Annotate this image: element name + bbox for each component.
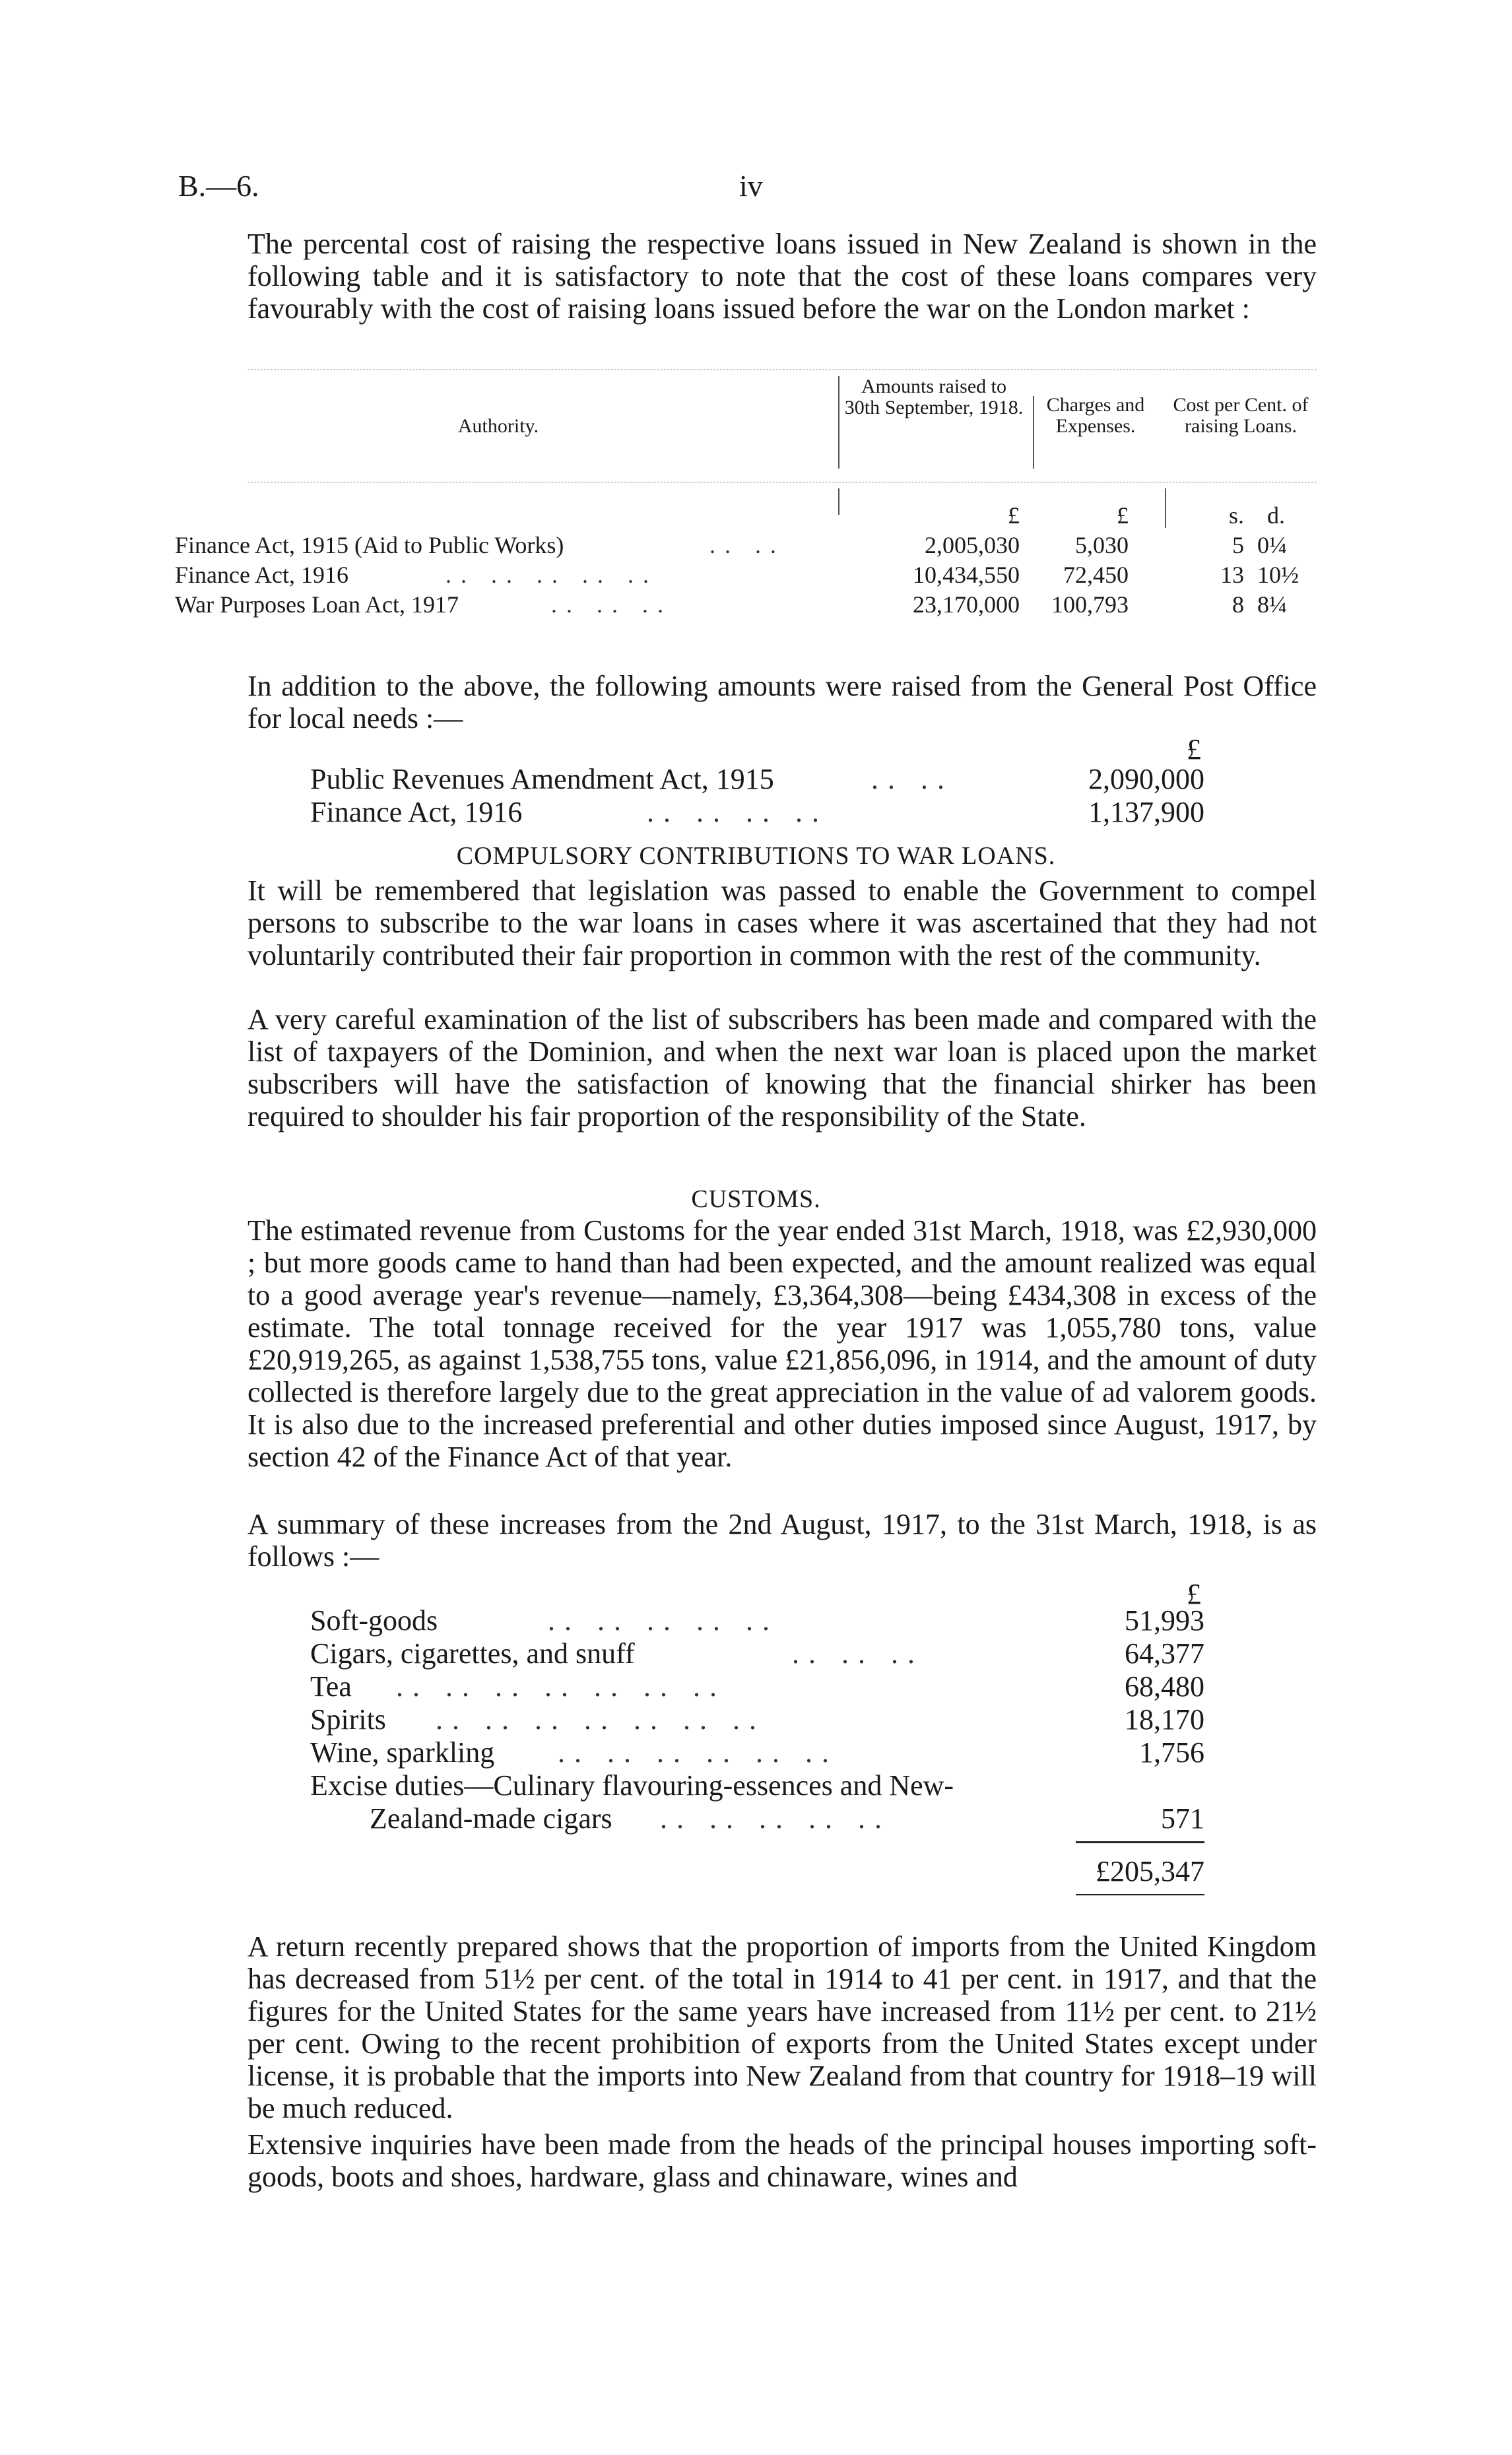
list-item: Spirits [310, 1703, 386, 1736]
section-heading-customs: CUSTOMS. [691, 1185, 821, 1213]
table-row-charges: 100,793 [1051, 591, 1129, 618]
page-reference: B.—6. [178, 169, 259, 203]
list-item: Excise duties—Culinary flavouring-essences and New- [310, 1769, 954, 1802]
list-item: Zealand-made cigars [370, 1802, 612, 1835]
list-item: Soft-goods [310, 1604, 438, 1637]
list-item: Wine, sparkling [310, 1736, 495, 1769]
list-item-amount: 571 [1161, 1802, 1204, 1835]
increase-total: £205,347 [1096, 1855, 1204, 1887]
section-heading-compulsory: COMPULSORY CONTRIBUTIONS TO WAR LOANS. [456, 842, 1056, 870]
table-row-amount: 23,170,000 [913, 591, 1020, 618]
table-row-shillings: 8 [1232, 591, 1244, 618]
table-row-shillings: 5 [1232, 532, 1244, 558]
table-row-authority: War Purposes Loan Act, 1917 [175, 591, 459, 618]
unit-pence: d. [1267, 502, 1285, 529]
table-row-pence: 0¼ [1257, 532, 1287, 558]
table-row-authority: Finance Act, 1915 (Aid to Public Works) [175, 532, 564, 558]
list-item-amount: 1,137,900 [1088, 796, 1204, 828]
unit-amounts: £ [1008, 502, 1020, 529]
gpo-paragraph: In addition to the above, the following amounts were raised from the General Post Office for local needs :— [247, 670, 1317, 735]
list-item: Tea [310, 1670, 352, 1703]
list-item-amount: 68,480 [1125, 1670, 1204, 1703]
col-header-authority: Authority. [457, 415, 539, 437]
document-page: B.—6. iv The percental cost of raising the respective loans issued in New Zealand is shown in the following table and it is satisfactory to note that the cost of these loans compares very favourably with the cost of raising loans issued before the war on the London market : Authority. Amounts raised to 30th September, 1918. Charges and Expenses. Cost per Cent. of raising Loans. £ £ s. d. Finance Act, 1915 (Aid to Public Works) .. .. 2,005,030 5,030 5 0¼ Finance Act, 1916 .. .. .. .. .. 10,434,550 72,450 13 10½ War Purposes Loan Act, 1917 .. .. .. 23,170,000 100,793 8 8¼ In addition to the above, the following amounts were raised from the General Post Office for local needs :— £ Public Revenues Amendment Act, 1915 .. .. 2,090,000 Finance Act, 1916 .. .. .. .. 1,137,900 COMPULSORY CONTRIBUTIONS TO WAR LOANS. It will be remembered that legislation was passed to enable the Government to compel persons to subscribe to the war loans in cases where it was ascertained that they had not voluntarily contributed their fair proportion in common with the rest of the community. A very careful examination of the list of subscribers has been made and compared with the list of taxpayers of the Dominion, and when the next war loan is placed upon the market subscribers will have the satisfaction of knowing that the financial shirker has been required to shoulder his fair proportion of the responsibility of the State. CUSTOMS. The estimated revenue from Customs for the year ended 31st March, 1918, was £2,930,000 ; but more goods came to hand than had been expected, and the amount realized was equal to a good average year's revenue—namely, £3,364,308—being £434,308 in excess of the estimate. The total tonnage received for the year 1917 was 1,055,780 tons, value £20,919,265, as against 1,538,755 tons, value £21,856,096, in 1914, and the amount of duty collected is therefore largely due to the great appreciation in the value of ad valorem goods. It is also due to the increased preferential and other duties imposed since August, 1917, by section 42 of the Finance Act of that year. A summary of these increases from the 2nd August, 1917, to the 31st March, 1918, is as follows :— £ Soft-goods .. .. .. .. .. 51,993 Cigars, cigarettes, and snuff .. .. .. 64,377 Tea .. .. .. .. .. .. .. 68,480 Spirits .. .. .. .. .. .. .. 18,170 Wine, sparkling .. .. .. .. .. .. 1,756 Excise duties—Culinary flavouring-essences and New- Zealand-made cigars .. .. .. .. .. 571 £205,347 A return recently prepared shows that the proportion of imports from the United Kingdom has decreased from 51½ per cent. of the total in 1914 to 41 per cent. in 1917, and that the figures for the United States for the same years have increased from 11½ per cent. to 21½ per cent. Owing to the recent prohibition of exports from the United States except under license, it is probable that the imports into New Zealand from that country for 1918–19 will be much reduced. Extensive inquiries have been made from the heads of the principal houses importing soft-goods, boots and shoes, hardware, glass and chinaware, wines and [0, 0, 1512, 2455]
customs-paragraph-1: The estimated revenue from Customs for the year ended 31st March, 1918, was £2,930,000 ; but more goods came to hand than had been expected, and the amount realized was equal to a good average year's revenue—namely, £3,364,308—being £434,308 in excess of the estimate. The total tonnage received for the year 1917 was 1,055,780 tons, value £20,919,265, as against 1,538,755 tons, value £21,856,096, in 1914, and the amount of duty collected is therefore largely due to the great appreciation in the value of ad valorem goods. It is also due to the increased preferential and other duties imposed since August, 1917, by section 42 of the Finance Act of that year. [247, 1214, 1317, 1473]
list-item-amount: 64,377 [1125, 1637, 1204, 1670]
table-row-pence: 10½ [1257, 562, 1299, 588]
list-item-amount: 1,756 [1139, 1736, 1204, 1769]
imports-paragraph: A return recently prepared shows that the proportion of imports from the United Kingdom has decreased from 51½ per cent. of the total in 1914 to 41 per cent. in 1917, and that the figures for the United States for the same years have increased from 11½ per cent. to 21½ per cent. Owing to the recent prohibition of exports from the United States except under license, it is probable that the imports into New Zealand from that country for 1918–19 will be much reduced. [247, 1930, 1317, 2124]
page-number: iv [739, 169, 763, 203]
table-row-authority: Finance Act, 1916 [175, 562, 348, 588]
col-header-amounts: Amounts raised to 30th September, 1918. [844, 376, 1024, 418]
compulsory-paragraph-1: It will be remembered that legislation was passed to enable the Government to compel persons to subscribe to the war loans in cases where it was ascertained that they had not voluntarily contributed their fair proportion in common with the rest of the community. [247, 874, 1317, 971]
table-row-shillings: 13 [1220, 562, 1244, 588]
unit-shillings: s. [1228, 502, 1244, 529]
inquiries-paragraph: Extensive inquiries have been made from the heads of the principal houses importing soft-goods, boots and shoes, hardware, glass and chinaware, wines and [247, 2128, 1317, 2193]
table-row-amount: 10,434,550 [913, 562, 1020, 588]
col-header-cost: Cost per Cent. of raising Loans. [1173, 394, 1309, 437]
unit-charges: £ [1117, 502, 1129, 529]
customs-paragraph-2: A summary of these increases from the 2nd August, 1917, to the 31st March, 1918, is as follows :— [247, 1508, 1317, 1573]
compulsory-paragraph-2: A very careful examination of the list of subscribers has been made and compared with the list of taxpayers of the Dominion, and when the next war loan is placed upon the market subscribers will have the satisfaction of knowing that the financial shirker has been required to shoulder his fair proportion of the responsibility of the State. [247, 1003, 1317, 1132]
gpo-unit: £ [1187, 733, 1201, 766]
list-item-amount: 51,993 [1125, 1604, 1204, 1637]
table-row-charges: 5,030 [1075, 532, 1129, 558]
list-item: Finance Act, 1916 [310, 796, 523, 828]
list-item: Public Revenues Amendment Act, 1915 [310, 763, 774, 795]
list-item-amount: 18,170 [1125, 1703, 1204, 1736]
loan-cost-table: Authority. Amounts raised to 30th September, 1918. Charges and Expenses. Cost per Cent. of raising Loans. £ £ s. d. Finance Act, 1915 (Aid to Public Works) .. .. 2,005,030 5,030 5 0¼ Finance Act, 1916 .. .. .. .. .. 10,434,550 72,450 13 10½ War Purposes Loan Act, 1917 .. .. .. 23,170,000 100,793 8 8¼ [247, 370, 1317, 614]
increase-unit: £ [1187, 1578, 1201, 1610]
table-row-charges: 72,450 [1063, 562, 1129, 588]
intro-paragraph: The percental cost of raising the respective loans issued in New Zealand is shown in the following table and it is satisfactory to note that the cost of these loans compares very favourably with the cost of raising loans issued before the war on the London market : [247, 228, 1317, 325]
col-header-charges: Charges and Expenses. [1046, 394, 1145, 437]
list-item-amount: 2,090,000 [1088, 763, 1204, 795]
table-row-pence: 8¼ [1257, 591, 1287, 618]
table-row-amount: 2,005,030 [925, 532, 1020, 558]
list-item: Cigars, cigarettes, and snuff [310, 1637, 635, 1670]
